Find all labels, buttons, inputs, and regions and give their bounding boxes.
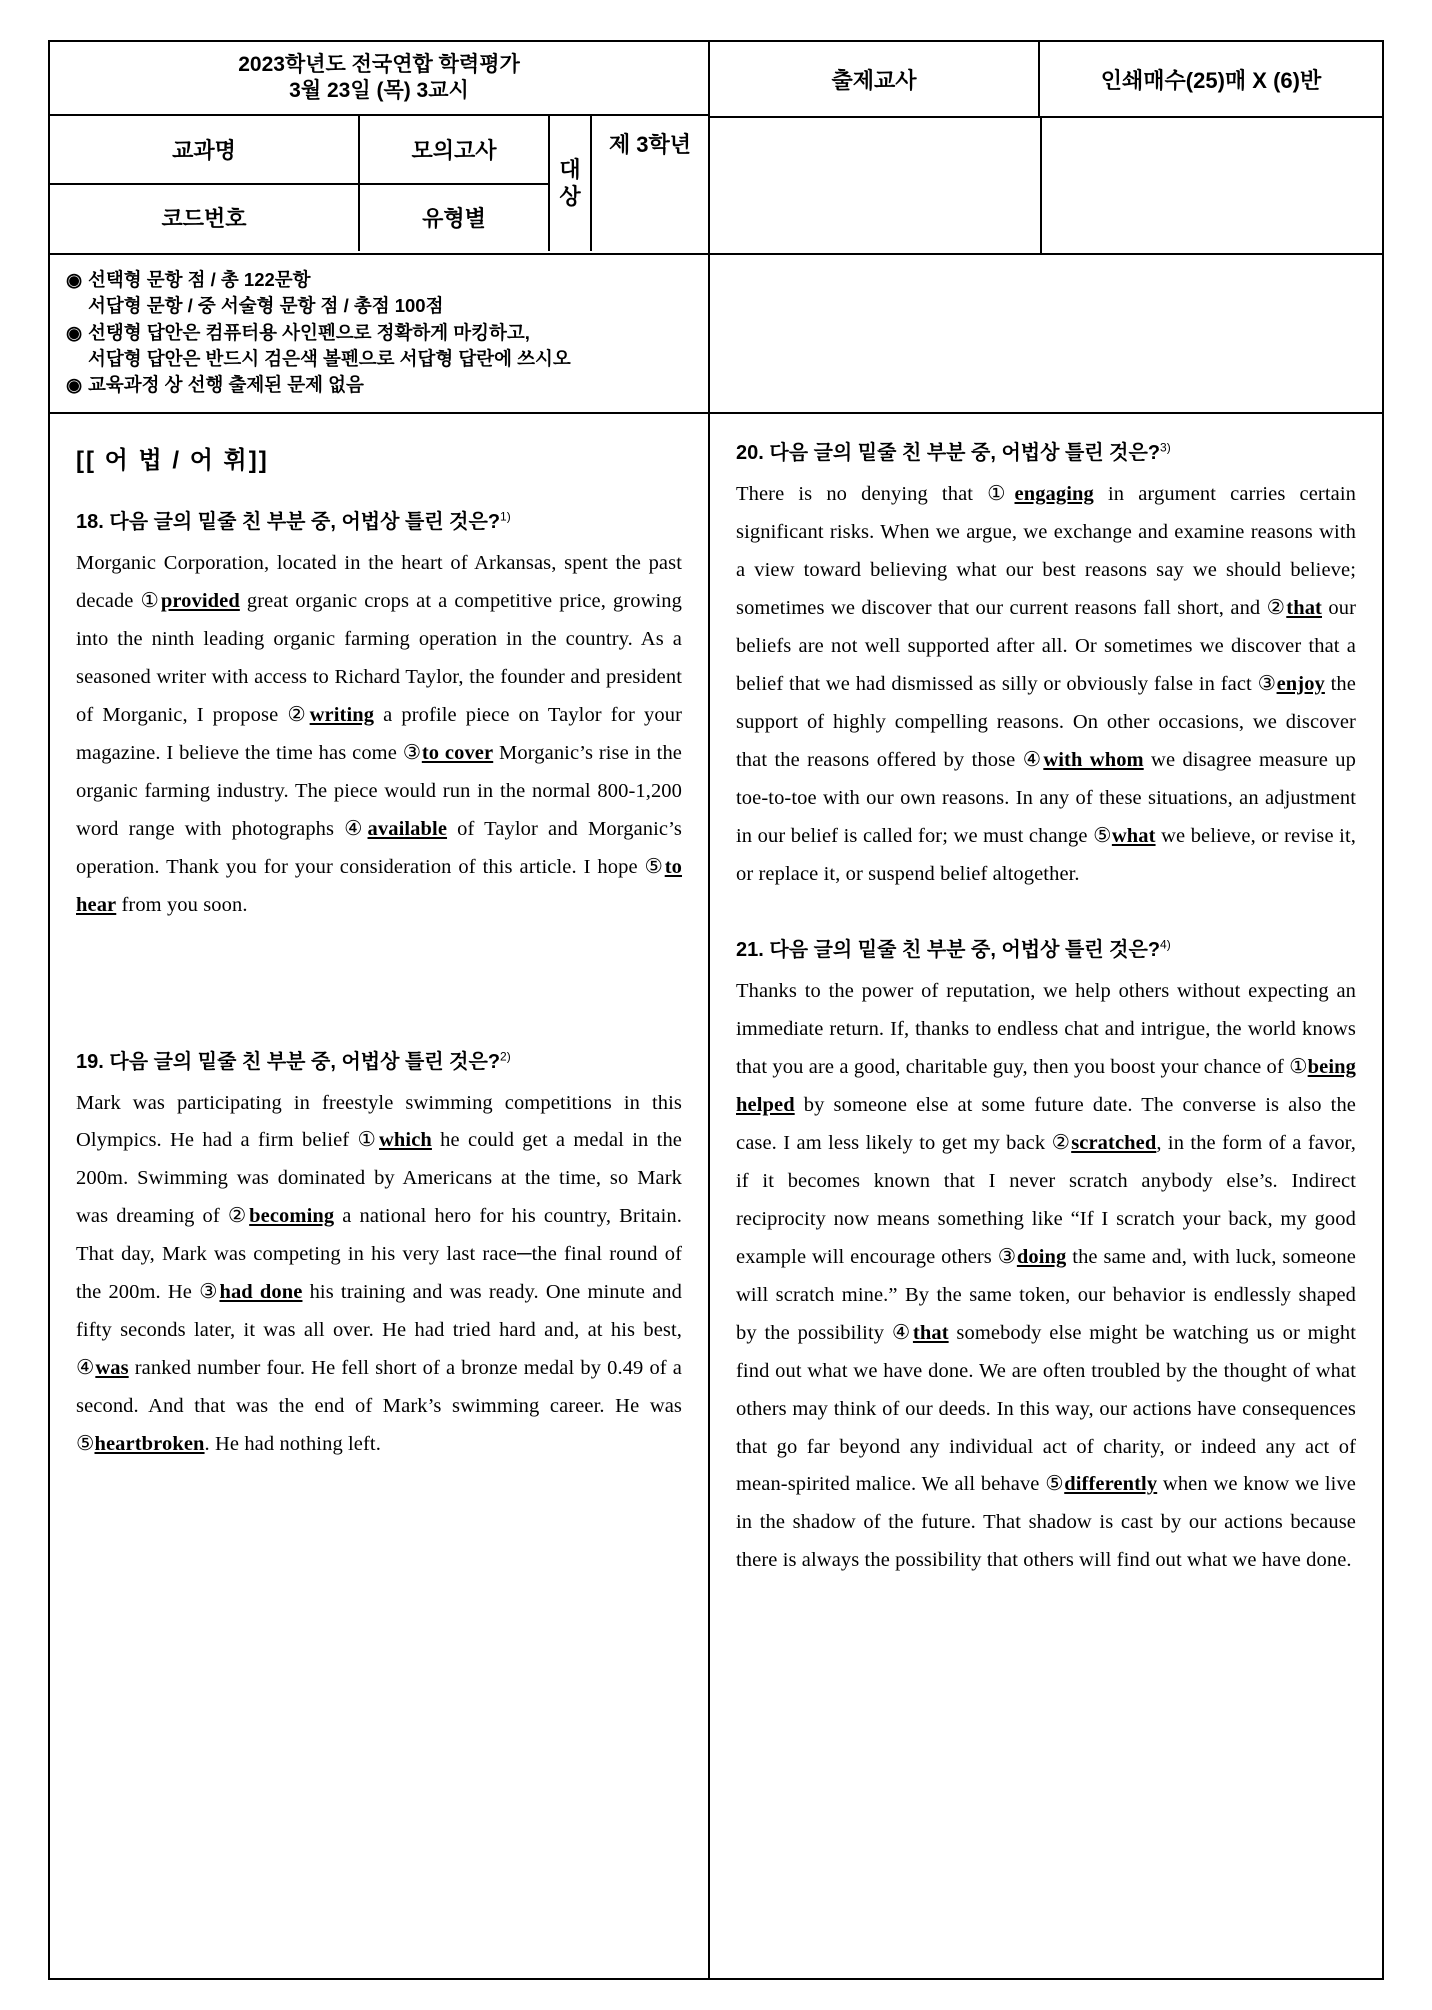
note-item — [66, 346, 694, 372]
question-footnote: 4) — [1160, 937, 1171, 952]
header-right-bottom-row — [710, 118, 1382, 253]
question-passage: There is no denying that ①engaging in argument carries certain significant risks. When we argue, we exchange and examine reasons with a view toward believing what our best reasons say we should believe; sometimes we discover that our current reasons fall short, and ②that our beliefs are not well supported after all. Or sometimes we discover that a belief that we had dismissed as silly or obviously false in fact ③enjoy the support of highly compelling reasons. On other occasions, we discover that the reasons offered by those ④with whom we disagree measure up toe-to-toe with our own reasons. In any of these situations, an adjustment in our belief is called for; we must change ⑤what we believe, or revise it, or replace it, or suspend belief altogether. — [736, 483, 1357, 885]
exam-title-line2: 3월 23일 (목) 3교시 — [289, 79, 469, 102]
notes-blank-cell — [710, 255, 1382, 412]
code-label: 코드번호 — [161, 206, 247, 232]
subject-label: 교과명 — [50, 116, 358, 185]
teacher-value-cell — [710, 118, 1042, 253]
question-prompt: 다음 글의 밑줄 친 부분 중, 어법상 틀린 것은? — [769, 939, 1161, 962]
question-number: 19. — [76, 1050, 104, 1073]
header-right-block — [710, 42, 1382, 253]
exam-body — [50, 414, 1382, 1978]
question-19 — [76, 1045, 682, 1464]
question-number: 21. — [736, 939, 764, 962]
question-passage: Thanks to the power of reputation, we help others without expecting an immediate return. If, thanks to endless chat and intrigue, the world knows that you are a good, charitable guy, then you boost your chance of ①being helped by someone else at some future date. The converse is also the case. I am less likely to get my back ②scratched, in the form of a favor, if it becomes known that I never scratch anybody else’s. Indirect reciprocity now means something like “If I scratch your back, my good example will encourage others ③doing the same and, with luck, someone will scratch mine.” By the same token, our behavior is endlessly shaped by the possibility ④that somebody else might be watching us or might find out what we have done. We are often troubled by the thought of what others may think of our deeds. In this way, our actions have consequences that go far beyond any individual act of charity, or indeed any act of mean-spirited malice. We all behave ⑤differently when we know we live in the shadow of the future. That shadow is cast by our actions because there is always the possibility that others will find out what we have done. — [736, 980, 1357, 1572]
exam-title-line1: 2023학년도 전국연합 학력평가 — [238, 52, 520, 76]
question-passage: Mark was participating in freestyle swimming competitions in this Olympics. He had a firm belief ①which he could get a medal in the 200m. Swimming was dominated by Americans at the time, so Mark was dreaming of ②becoming a national hero for his country, Britain. That day, Mark was competing in his very last race─the final round of the 200m. He ③had done his training and was ready. One minute and fifty seconds later, it was all over. He had tried hard and, at his best, ④was ranked number four. He fell short of a bronze medal by 0.49 of a second. And that was the end of Mark’s swimming career. He was ⑤heartbroken. He had nothing left. — [76, 1091, 682, 1455]
note-item — [66, 372, 694, 398]
bullet-icon: ◉ — [66, 269, 83, 290]
question-number: 20. — [736, 442, 764, 465]
question-prompt: 다음 글의 밑줄 친 부분 중, 어법상 틀린 것은? — [109, 1050, 501, 1073]
question-21 — [736, 933, 1356, 1580]
note-text: 교육과정 상 선행 출제된 문제 없음 — [88, 374, 364, 396]
header-table — [50, 42, 1382, 255]
column-left — [50, 414, 710, 1978]
note-text: 선탱형 답안은 컴퓨터용 사인펜으로 정확하게 마킹하고, — [88, 321, 530, 343]
question-passage: Morganic Corporation, located in the heart of Arkansas, spent the past decade ①provided great organic crops at a competitive price, growing into the ninth leading organic farming operation in the country. As a seasoned writer with access to Richard Taylor, the founder and president of Morganic, I propose ②writing a profile piece on Taylor for your magazine. I believe the time has come ③to cover Morganic’s rise in the organic farming industry. The piece would run in the normal 800-1,200 word range with photographs ④available of Taylor and Morganic’s operation. Thank you for your consideration of this article. I hope ⑤to hear from you soon. — [76, 552, 683, 916]
question-prompt: 다음 글의 밑줄 친 부분 중, 어법상 틀린 것은? — [109, 511, 501, 534]
type-label: 모의고사 — [360, 116, 548, 185]
question-footnote: 3) — [1160, 440, 1171, 455]
exam-title — [50, 42, 708, 116]
header-type-column — [360, 116, 550, 251]
question-prompt: 다음 글의 밑줄 친 부분 중, 어법상 틀린 것은? — [769, 442, 1161, 465]
bullet-icon: ◉ — [66, 374, 83, 396]
bullet-icon: ◉ — [66, 321, 83, 343]
note-item — [66, 320, 694, 346]
question-number: 18. — [76, 511, 104, 534]
header-subject-column — [50, 116, 360, 251]
exam-notes — [50, 255, 710, 412]
question-heading — [736, 436, 1356, 465]
question-18 — [76, 505, 682, 924]
note-text: 선택형 문항 점 / 총 122문항 — [88, 269, 311, 290]
teacher-label: 출제교사 — [710, 42, 1040, 116]
type-by-label: 유형별 — [422, 206, 486, 232]
target-value: 제 3학년 — [608, 132, 692, 157]
print-value-cell — [1042, 118, 1382, 253]
note-item — [66, 293, 694, 319]
notes-row — [50, 255, 1382, 414]
note-item — [66, 267, 694, 293]
exam-sheet — [48, 40, 1384, 1980]
header-right-top-row — [710, 42, 1382, 118]
question-heading — [76, 1045, 682, 1074]
question-heading — [76, 505, 682, 534]
header-info-grid — [50, 116, 708, 251]
question-20 — [736, 436, 1356, 893]
print-count-label: 인쇄매수(25)매 X (6)반 — [1100, 67, 1322, 93]
question-heading — [736, 933, 1356, 962]
target-label-text: 대 상 — [559, 157, 581, 209]
column-right — [710, 414, 1382, 1978]
section-title: [[ 어 법 / 어 휘]] — [76, 447, 269, 475]
question-footnote: 1) — [500, 509, 511, 524]
target-label — [550, 116, 592, 251]
question-footnote: 2) — [500, 1048, 511, 1063]
note-text: 서답형 답안은 반드시 검은색 볼펜으로 서답형 답란에 쓰시오 — [88, 347, 571, 369]
header-left-block — [50, 42, 710, 253]
note-text: 서답형 문항 / 중 서술형 문항 점 / 총점 100점 — [88, 295, 444, 317]
